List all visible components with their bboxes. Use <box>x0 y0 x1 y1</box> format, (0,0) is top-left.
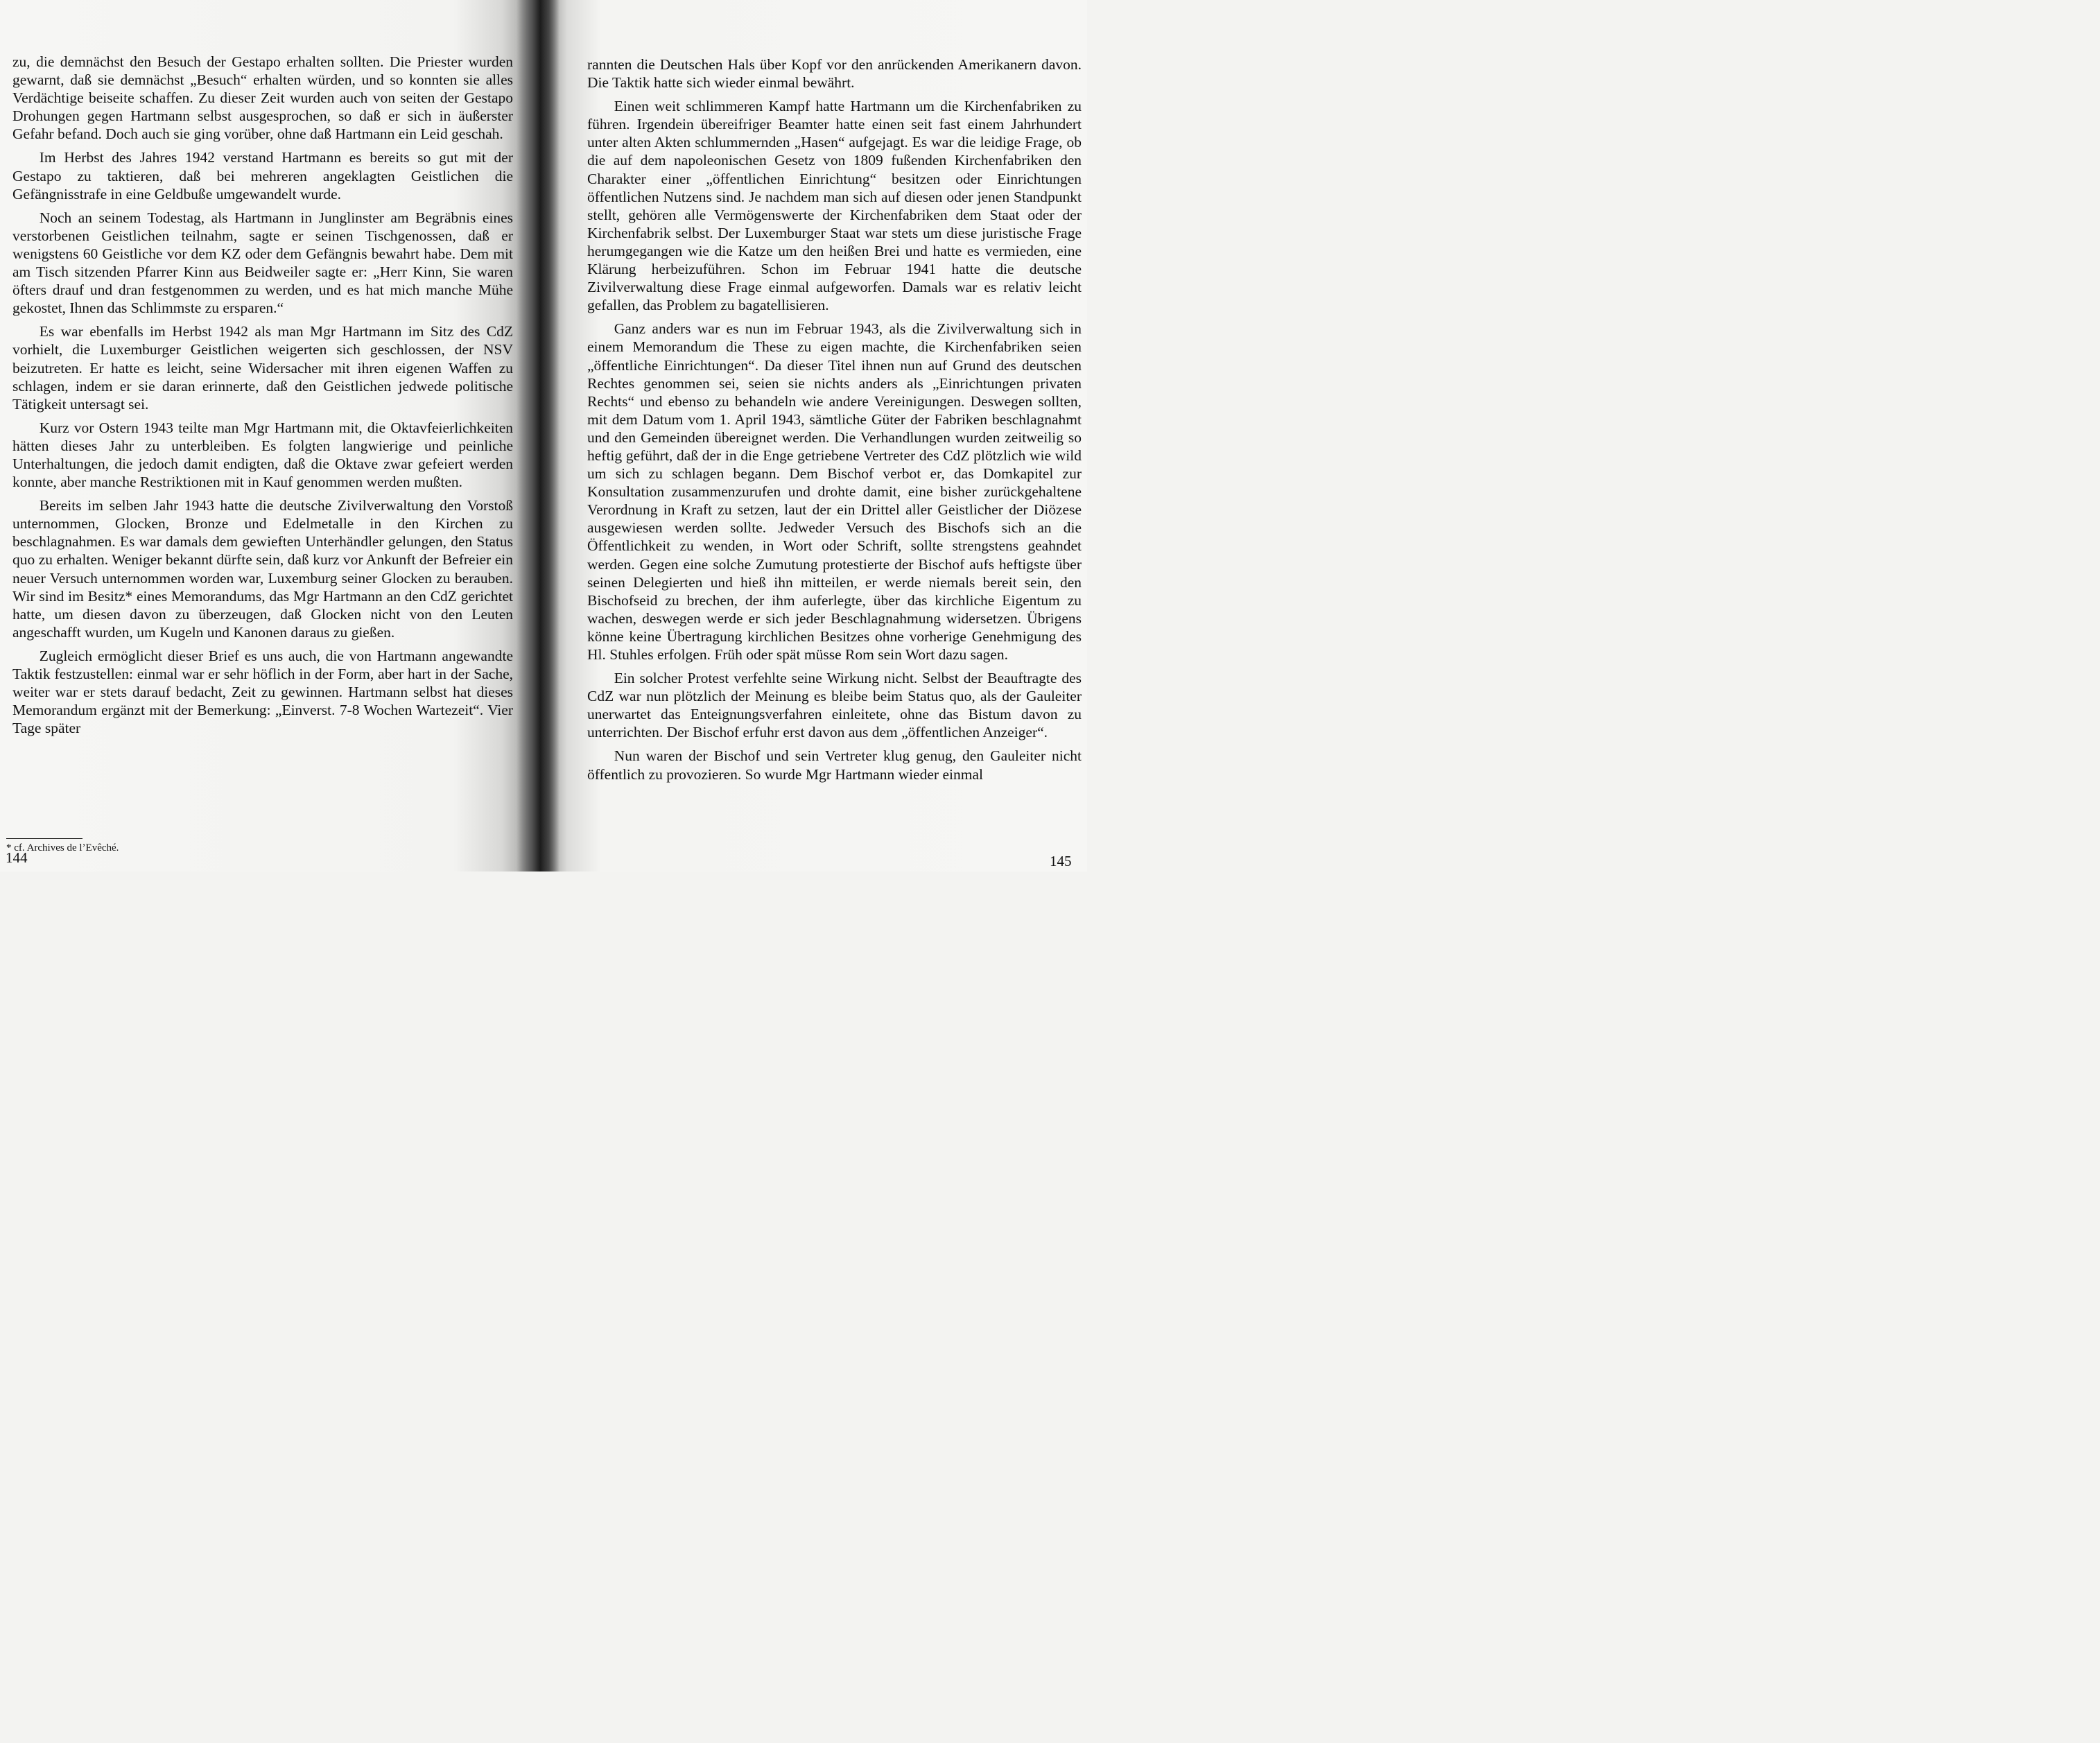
left-paragraph-2: Im Herbst des Jahres 1942 verstand Hartmann es bereits so gut mit der Gestapo zu taktieren, daß bei mehreren angeklagten Geistlichen die Gefängnisstrafe in eine Geldbuße umgewandelt wurde. <box>12 149 513 202</box>
right-paragraph-5: Nun waren der Bischof und sein Vertreter klug genug, den Gauleiter nicht öffentlich zu provozieren. So wurde Mgr Hartmann wieder einmal <box>587 747 1082 783</box>
left-paragraph-3: Noch an seinem Todestag, als Hartmann in Junglinster am Begräbnis eines verstorbenen Geistlichen teilnahm, sagte er seinen Tischgenossen, daß er wenigstens 60 Geistliche vor dem KZ oder dem Gefängnis bewahrt habe. Dem mit am Tisch sitzenden Pfarrer Kinn aus Beidweiler sagte er: „Herr Kinn, Sie waren öfters drauf und dran festgenommen zu werden, und es hat mich manche Mühe gekostet, Ihnen das Schlimmste zu ersparen.“ <box>12 209 513 317</box>
book-gutter-shadow <box>517 0 559 872</box>
right-page-text <box>587 55 1082 783</box>
left-page-text <box>12 53 513 737</box>
left-paragraph-4: Es war ebenfalls im Herbst 1942 als man Mgr Hartmann im Sitz des CdZ vorhielt, die Luxemburger Geistlichen weigerten sich geschlossen, der NSV beizutreten. Er hatte es leicht, seine Widersacher mit ihren eigenen Waffen zu schlagen, indem er sie daran erinnerte, daß den Geistlichen jedwede politische Tätigkeit untersagt sei. <box>12 323 513 413</box>
book-spread <box>0 0 1087 872</box>
right-paragraph-1: rannten die Deutschen Hals über Kopf vor den anrückenden Amerikanern davon. Die Taktik hatte sich wieder einmal bewährt. <box>587 56 1082 92</box>
page-number-right: 145 <box>1050 853 1072 869</box>
page-number-left: 144 <box>6 849 28 866</box>
left-page <box>0 0 534 872</box>
left-paragraph-7: Zugleich ermöglicht dieser Brief es uns auch, die von Hartmann angewandte Taktik festzustellen: einmal war er sehr höflich in der Form, aber hart in der Sache, weiter war er stets darauf bedacht, Zeit zu gewinnen. Hartmann selbst hat dieses Memorandum ergänzt mit der Bemerkung: „Einverst. 7-8 Wochen Wartezeit“. Vier Tage später <box>12 647 513 737</box>
footnote: * cf. Archives de l’Evêché. <box>6 842 119 853</box>
left-paragraph-1: zu, die demnächst den Besuch der Gestapo erhalten sollten. Die Priester wurden gewarnt, daß sie demnächst „Besuch“ erhalten würden, und so konnten sie alles Verdächtige beiseite schaffen. Zu dieser Zeit wurden auch von seiten der Gestapo Drohungen gegen Hartmann selbst ausgesprochen, so daß er sich in äußerster Gefahr befand. Doch auch sie ging vorüber, ohne daß Hartmann ein Leid geschah. <box>12 53 513 143</box>
right-paragraph-3: Ganz anders war es nun im Februar 1943, als die Zivilverwaltung sich in einem Memorandum die These zu eigen machte, die Kirchenfabriken seien „öffentliche Einrichtungen“. Da dieser Titel ihnen nun auf Grund des deutschen Rechtes genommen sei, seien sie nichts anders als „Einrichtungen privaten Rechts“ und ebenso zu behandeln wie andere Vereinigungen. Deswegen sollten, mit dem Datum vom 1. April 1943, sämtliche Güter der Fabriken beschlagnahmt und den Gemeinden übereignet werden. Die Verhandlungen wurden zeitweilig so heftig geführt, daß der in die Enge getriebene Vertreter des CdZ plötzlich wie wild um sich zu schlagen begann. Dem Bischof verbot er, das Domkapitel zur Konsultation zusammenzurufen und drohte damit, eine bisher zurückgehaltene Verordnung in Kraft zu setzen, laut der ein Drittel aller Geistlicher der Diözese ausgewiesen werden sollte. Jedweder Versuch des Bischofs sich an die Öffentlichkeit zu wenden, in Wort oder Schrift, sollte strengstens geahndet werden. Gegen eine solche Zumutung protestierte der Bischof aufs heftigste über seinen Delegierten und hieß ihn mitteilen, er werde niemals bereit sein, den Bischofseid zu brechen, der ihm auferlegte, über das kirchliche Eigentum zu wachen, deswegen werde er sich jeder Beschlagnahmung widersetzen. Übrigens könne keine Übertragung kirchlichen Besitzes ohne vorherige Genehmigung des Hl. Stuhles erfolgen. Früh oder spät müsse Rom sein Wort dazu sagen. <box>587 320 1082 663</box>
left-paragraph-5: Kurz vor Ostern 1943 teilte man Mgr Hartmann mit, die Oktavfeierlichkeiten hätten dieses Jahr zu unterbleiben. Es folgten langwierige und peinliche Unterhaltungen, die jedoch damit endigten, daß die Oktave zwar gefeiert werden konnte, aber manche Restriktionen mit in Kauf genommen werden mußten. <box>12 419 513 491</box>
left-paragraph-6: Bereits im selben Jahr 1943 hatte die deutsche Zivilverwaltung den Vorstoß unternommen, Glocken, Bronze und Edelmetalle in den Kirchen zu beschlagnahmen. Es war damals dem gewieften Unterhändler gelungen, den Status quo zu erhalten. Weniger bekannt dürfte sein, daß kurz vor Ankunft der Befreier ein neuer Versuch unternommen worden war, Luxemburg seiner Glocken zu berauben. Wir sind im Besitz* eines Memorandums, das Mgr Hartmann an den CdZ gerichtet hatte, um diesen davon zu überzeugen, daß Glocken nicht von den Leuten angeschafft wurden, um Kugeln und Kanonen daraus zu gießen. <box>12 497 513 641</box>
right-paragraph-2: Einen weit schlimmeren Kampf hatte Hartmann um die Kirchenfabriken zu führen. Irgendein übereifriger Beamter hatte einen seit fast einem Jahrhundert unter alten Akten schlummernden „Hasen“ aufgejagt. Es war die leidige Frage, ob die auf dem napoleonischen Gesetz von 1809 fußenden Kirchenfabriken den Charakter einer „öffentlichen Einrichtung“ besitzen oder Einrichtungen öffentlichen Nutzens sind. Je nachdem man sich auf diesen oder jenen Standpunkt stellt, gehören alle Vermögenswerte der Kirchenfabriken dem Staat oder der Kirchenfabrik selbst. Der Luxemburger Staat war stets um diese juristische Frage herumgegangen wie die Katze um den heißen Brei und hatte es vermieden, eine Klärung herbeizuführen. Schon im Februar 1941 hatte die deutsche Zivilverwaltung diese Frage einmal aufgeworfen. Damals war es relativ leicht gefallen, das Problem zu bagatellisieren. <box>587 98 1082 314</box>
right-paragraph-4: Ein solcher Protest verfehlte seine Wirkung nicht. Selbst der Beauftragte des CdZ war nun plötzlich der Meinung es bleibe beim Status quo, als der Gauleiter unerwartet das Enteignungsverfahren einleitete, ohne das Bistum davon zu unterrichten. Der Bischof erfuhr erst davon aus dem „öffentlichen Anzeiger“. <box>587 670 1082 741</box>
footnote-rule <box>6 838 83 839</box>
right-page <box>534 0 1087 872</box>
